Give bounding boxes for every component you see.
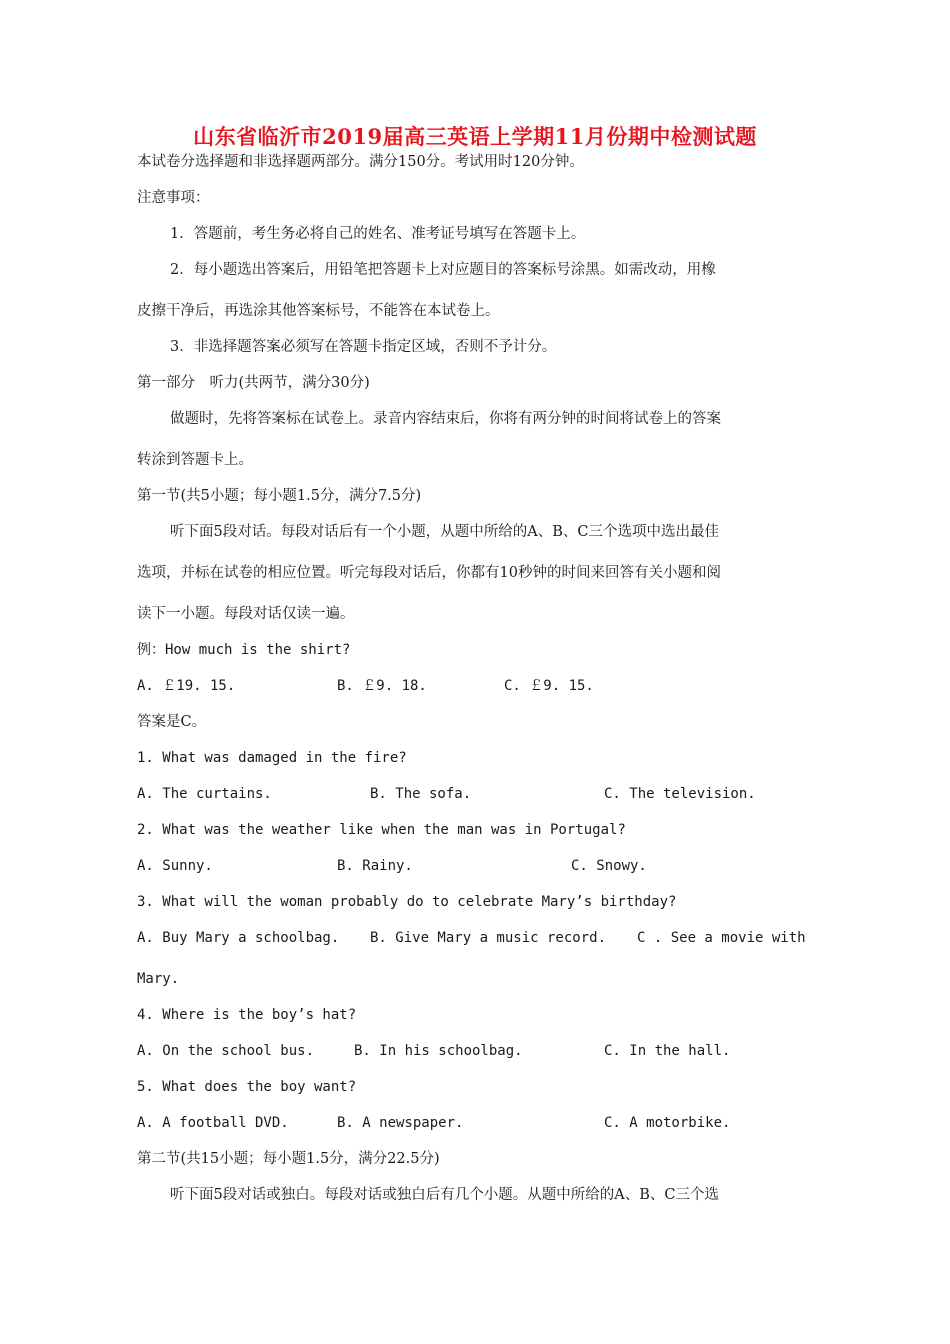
example-option-b: B. ￡9. 18. xyxy=(337,678,427,694)
document-title: 山东省临沂市2019届高三英语上学期11月份期中检测试题 xyxy=(193,124,757,149)
question-4: 4. Where is the boy’s hat? xyxy=(137,1007,357,1023)
q2-option-b: B. Rainy. xyxy=(337,858,413,874)
section1-intro-line-1: 听下面5段对话。每段对话后有一个小题，从题中所给的A、B、C三个选项中选出最佳 xyxy=(170,524,719,540)
example-question: 例：How much is the shirt? xyxy=(137,642,351,658)
q3-option-b: B. Give Mary a music record. xyxy=(370,930,607,946)
q2-option-a: A. Sunny. xyxy=(137,858,213,874)
notice-item-1: 1．答题前，考生务必将自己的姓名、准考证号填写在答题卡上。 xyxy=(170,226,586,242)
notice-item-2-line-2: 皮擦干净后，再选涂其他答案标号，不能答在本试卷上。 xyxy=(137,303,500,319)
q3-option-a: A. Buy Mary a schoolbag. xyxy=(137,930,340,946)
question-2: 2. What was the weather like when the man was in Portugal? xyxy=(137,822,626,838)
q3-option-c: C . See a movie with xyxy=(637,930,806,946)
q1-option-c: C. The television. xyxy=(604,786,756,802)
q5-option-c: C. A motorbike. xyxy=(604,1115,731,1131)
example-answer: 答案是C。 xyxy=(137,714,207,730)
example-option-a: A. ￡19. 15. xyxy=(137,678,236,694)
notice-item-3: 3．非选择题答案必须写在答题卡指定区域，否则不予计分。 xyxy=(170,339,557,355)
q4-option-a: A. On the school bus. xyxy=(137,1043,315,1059)
q1-option-a: A. The curtains. xyxy=(137,786,272,802)
part1-heading: 第一部分 听力(共两节，满分30分) xyxy=(137,375,370,391)
question-3: 3. What will the woman probably do to celebrate Mary’s birthday? xyxy=(137,894,677,910)
section1-intro-line-2: 选项，并标在试卷的相应位置。听完每段对话后，你都有10秒钟的时间来回答有关小题和阅 xyxy=(137,565,721,581)
question-5: 5. What does the boy want? xyxy=(137,1079,357,1095)
q5-option-a: A. A football DVD. xyxy=(137,1115,289,1131)
q4-option-b: B. In his schoolbag. xyxy=(354,1043,523,1059)
part1-intro-line-1: 做题时，先将答案标在试卷上。录音内容结束后，你将有两分钟的时间将试卷上的答案 xyxy=(170,411,721,427)
intro-text: 本试卷分选择题和非选择题两部分。满分150分。考试用时120分钟。 xyxy=(137,154,584,170)
section1-intro-line-3: 读下一小题。每段对话仅读一遍。 xyxy=(137,606,355,622)
q2-option-c: C. Snowy. xyxy=(571,858,647,874)
question-1: 1. What was damaged in the fire? xyxy=(137,750,407,766)
q1-option-b: B. The sofa. xyxy=(370,786,472,802)
section2-heading: 第二节(共15小题；每小题1.5分，满分22.5分) xyxy=(137,1151,440,1167)
section2-intro-line-1: 听下面5段对话或独白。每段对话或独白后有几个小题。从题中所给的A、B、C三个选 xyxy=(170,1187,719,1203)
part1-intro-line-2: 转涂到答题卡上。 xyxy=(137,452,253,468)
q4-option-c: C. In the hall. xyxy=(604,1043,731,1059)
q3-option-c-continued: Mary. xyxy=(137,971,180,987)
example-option-c: C. ￡9. 15. xyxy=(504,678,594,694)
notice-heading: 注意事项： xyxy=(137,190,210,206)
section1-heading: 第一节(共5小题；每小题1.5分，满分7.5分) xyxy=(137,488,422,504)
q5-option-b: B. A newspaper. xyxy=(337,1115,464,1131)
notice-item-2-line-1: 2．每小题选出答案后，用铅笔把答题卡上对应题目的答案标号涂黑。如需改动，用橡 xyxy=(170,262,716,278)
